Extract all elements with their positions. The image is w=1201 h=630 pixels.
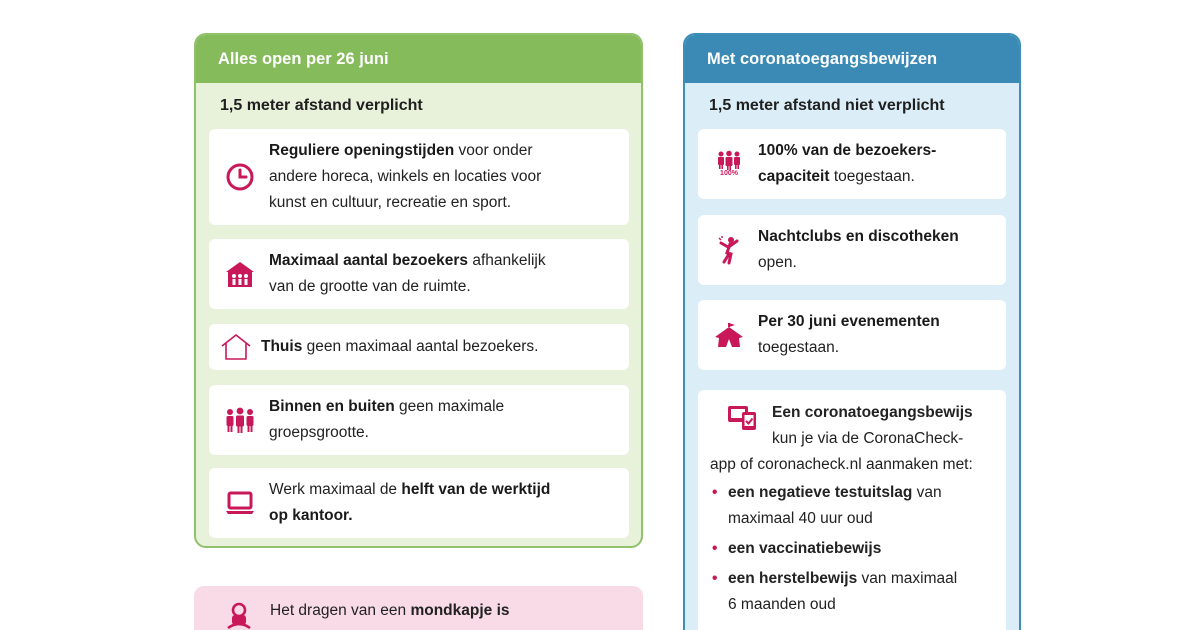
right-panel-header: Met coronatoegangsbewijzen <box>685 35 1019 83</box>
proof-line-2: kun je via de CoronaCheck- <box>772 430 964 447</box>
card-nightclubs <box>698 215 1006 285</box>
card-text: Reguliere openingstijden voor onder andere horeca, winkels en locaties voor kunst en cultuur, recreatie en sport. <box>269 142 542 211</box>
group-icon <box>223 403 257 437</box>
card-capacity <box>698 129 1006 199</box>
card-events <box>698 300 1006 370</box>
card-text: Werk maximaal de helft van de werktijd op kantoor. <box>269 481 551 524</box>
face-mask-icon <box>226 602 256 630</box>
card-text: Nachtclubs en discotheken open. <box>758 228 959 271</box>
circus-tent-icon <box>712 318 746 352</box>
list-item: • een herstelbewijs van maximaal 6 maanden oud <box>712 570 958 613</box>
clock-icon <box>223 160 257 194</box>
dancer-icon <box>712 233 746 267</box>
capacity-100-icon <box>712 147 746 181</box>
left-section-title: 1,5 meter afstand verplicht <box>220 97 423 114</box>
card-text: Maximaal aantal bezoekers afhankelijk van de grootte van de ruimte. <box>269 252 546 295</box>
card-work-office <box>209 468 629 538</box>
capacity-100-label: 100% <box>720 170 738 177</box>
right-section-title: 1,5 meter afstand niet verplicht <box>709 97 945 114</box>
card-max-visitors <box>209 239 629 309</box>
card-home <box>209 324 629 370</box>
list-item: • een vaccinatiebewijs <box>712 540 882 557</box>
list-item: • een negatieve testuitslag van maximaal 40 uur oud <box>712 484 942 527</box>
mask-notice-text: Het dragen van een mondkapje is <box>270 602 510 619</box>
card-group-size <box>209 385 629 455</box>
building-crowd-icon <box>223 257 257 291</box>
proof-list <box>710 480 994 618</box>
right-panel <box>683 33 1021 630</box>
card-text: Binnen en buiten geen maximale groepsgrootte. <box>269 398 505 441</box>
card-text: 100% van de bezoekers- capaciteit toegestaan. <box>758 142 937 185</box>
house-icon <box>219 330 253 364</box>
card-opening-hours <box>209 129 629 225</box>
mask-notice-card <box>194 586 643 630</box>
proof-title: Een coronatoegangsbewijs <box>772 404 973 421</box>
card-text: Thuis geen maximaal aantal bezoekers. <box>261 338 539 355</box>
card-text: Per 30 juni evenementen toegestaan. <box>758 313 940 356</box>
laptop-icon <box>223 486 257 520</box>
proof-line-3: app of coronacheck.nl aanmaken met: <box>710 456 973 473</box>
left-panel-header: Alles open per 26 juni <box>196 35 641 83</box>
phone-check-icon <box>726 402 760 436</box>
left-panel <box>194 33 643 548</box>
access-proof-card <box>698 390 1006 630</box>
